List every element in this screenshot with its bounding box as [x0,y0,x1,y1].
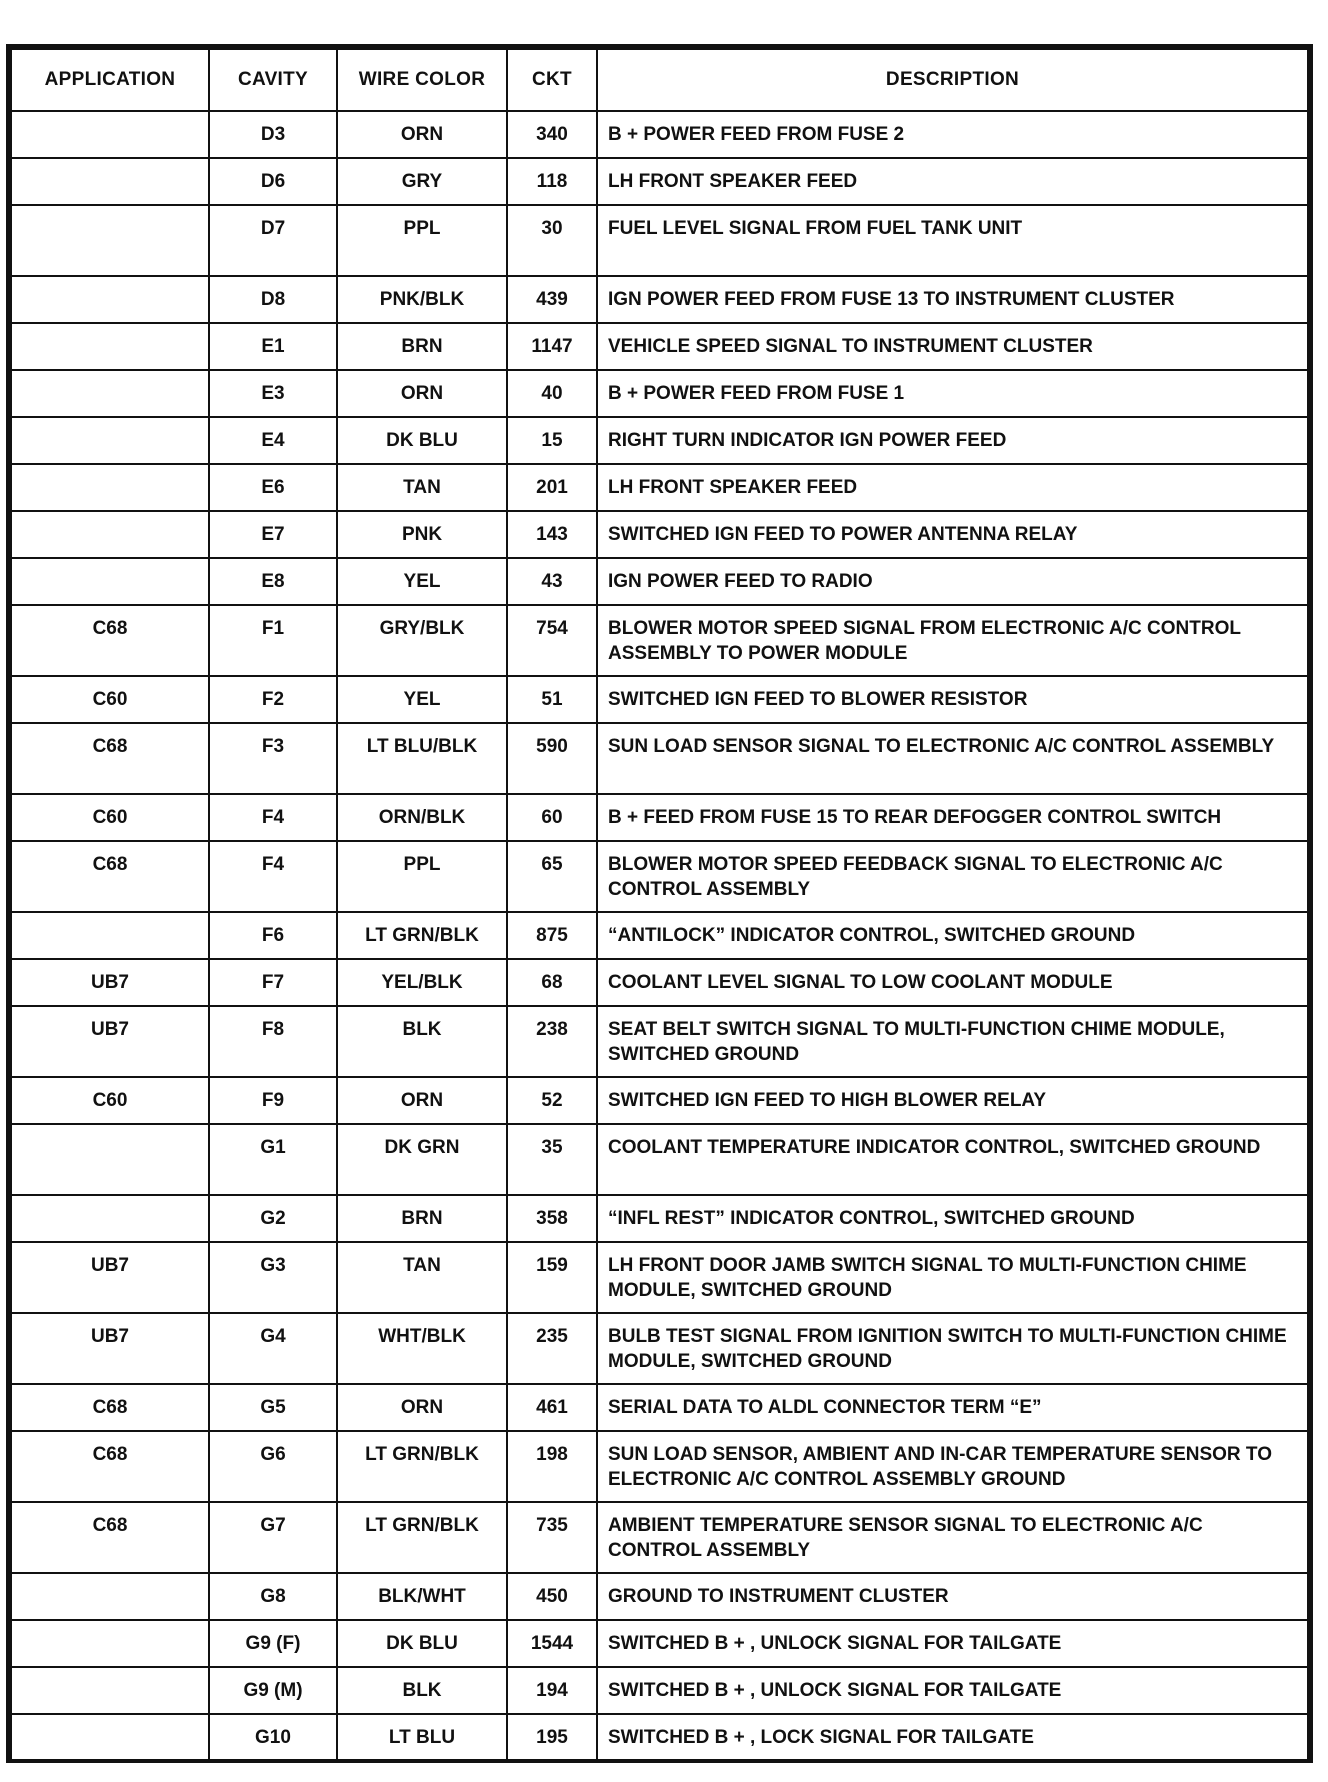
ckt-cell: 194 [507,1667,597,1714]
table-row [11,1620,1308,1667]
cavity-cell: G6 [209,1431,337,1502]
table-row [11,912,1308,959]
ckt-cell: 65 [507,841,597,912]
description-cell: LH FRONT DOOR JAMB SWITCH SIGNAL TO MULTI-FUNCTION CHIME MODULE, SWITCHED GROUND [597,1242,1308,1313]
wire-color-cell: BLK [337,1006,507,1077]
description-cell: SERIAL DATA TO ALDL CONNECTOR TERM “E” [597,1384,1308,1431]
description-cell: B + POWER FEED FROM FUSE 1 [597,370,1308,417]
wire-color-cell: GRY [337,158,507,205]
wire-color-cell: WHT/BLK [337,1313,507,1384]
application-cell [11,205,209,276]
wire-color-cell: YEL/BLK [337,959,507,1006]
application-cell [11,323,209,370]
cavity-cell: F4 [209,841,337,912]
application-cell [11,370,209,417]
ckt-cell: 735 [507,1502,597,1573]
ckt-cell: 43 [507,558,597,605]
description-cell: SWITCHED B + , LOCK SIGNAL FOR TAILGATE [597,1714,1308,1761]
ckt-cell: 40 [507,370,597,417]
ckt-cell: 439 [507,276,597,323]
ckt-cell: 358 [507,1195,597,1242]
description-cell: B + POWER FEED FROM FUSE 2 [597,111,1308,158]
table-row [11,605,1308,676]
cavity-cell: F2 [209,676,337,723]
description-cell: SWITCHED B + , UNLOCK SIGNAL FOR TAILGATE [597,1620,1308,1667]
wire-color-cell: BLK [337,1667,507,1714]
description-cell: FUEL LEVEL SIGNAL FROM FUEL TANK UNIT [597,205,1308,276]
ckt-cell: 1544 [507,1620,597,1667]
wire-color-cell: ORN [337,370,507,417]
description-cell: IGN POWER FEED FROM FUSE 13 TO INSTRUMENT CLUSTER [597,276,1308,323]
description-cell: SUN LOAD SENSOR, AMBIENT AND IN-CAR TEMPERATURE SENSOR TO ELECTRONIC A/C CONTROL ASSEMBLY GROUND [597,1431,1308,1502]
cavity-cell: G8 [209,1573,337,1620]
wire-color-cell: ORN/BLK [337,794,507,841]
header-application: APPLICATION [11,49,209,111]
table-row [11,1124,1308,1195]
application-cell: UB7 [11,959,209,1006]
ckt-cell: 52 [507,1077,597,1124]
wire-color-cell: YEL [337,558,507,605]
cavity-cell: E6 [209,464,337,511]
cavity-cell: D7 [209,205,337,276]
description-cell: BLOWER MOTOR SPEED SIGNAL FROM ELECTRONIC A/C CONTROL ASSEMBLY TO POWER MODULE [597,605,1308,676]
wire-color-cell: PPL [337,205,507,276]
header-description: DESCRIPTION [597,49,1308,111]
table-row [11,511,1308,558]
ckt-cell: 754 [507,605,597,676]
wire-color-cell: LT BLU/BLK [337,723,507,794]
table-row [11,1242,1308,1313]
cavity-cell: F8 [209,1006,337,1077]
wire-color-cell: LT GRN/BLK [337,1431,507,1502]
wire-color-cell: BRN [337,323,507,370]
application-cell [11,276,209,323]
application-cell: C68 [11,1384,209,1431]
wire-color-cell: LT BLU [337,1714,507,1761]
ckt-cell: 195 [507,1714,597,1761]
application-cell: UB7 [11,1313,209,1384]
table-row [11,959,1308,1006]
ckt-cell: 238 [507,1006,597,1077]
table-row [11,370,1308,417]
wire-color-cell: DK GRN [337,1124,507,1195]
description-cell: COOLANT LEVEL SIGNAL TO LOW COOLANT MODULE [597,959,1308,1006]
ckt-cell: 30 [507,205,597,276]
table-row [11,1195,1308,1242]
application-cell: C60 [11,1077,209,1124]
application-cell: C60 [11,794,209,841]
application-cell: C68 [11,1502,209,1573]
table-row [11,1714,1308,1761]
description-cell: SUN LOAD SENSOR SIGNAL TO ELECTRONIC A/C CONTROL ASSEMBLY [597,723,1308,794]
header-row [11,49,1308,111]
application-cell [11,1620,209,1667]
ckt-cell: 51 [507,676,597,723]
application-cell [11,1124,209,1195]
ckt-cell: 35 [507,1124,597,1195]
table-row [11,723,1308,794]
table-row [11,323,1308,370]
table-row [11,1431,1308,1502]
cavity-cell: G7 [209,1502,337,1573]
table-row [11,1667,1308,1714]
description-cell: “INFL REST” INDICATOR CONTROL, SWITCHED GROUND [597,1195,1308,1242]
cavity-cell: F7 [209,959,337,1006]
table-row [11,417,1308,464]
application-cell: UB7 [11,1006,209,1077]
ckt-cell: 68 [507,959,597,1006]
ckt-cell: 461 [507,1384,597,1431]
ckt-cell: 1147 [507,323,597,370]
description-cell: AMBIENT TEMPERATURE SENSOR SIGNAL TO ELECTRONIC A/C CONTROL ASSEMBLY [597,1502,1308,1573]
table-row [11,1313,1308,1384]
cavity-cell: G4 [209,1313,337,1384]
ckt-cell: 15 [507,417,597,464]
cavity-cell: D6 [209,158,337,205]
table-row [11,1006,1308,1077]
description-cell: SEAT BELT SWITCH SIGNAL TO MULTI-FUNCTION CHIME MODULE, SWITCHED GROUND [597,1006,1308,1077]
table-row [11,464,1308,511]
wire-color-cell: BLK/WHT [337,1573,507,1620]
application-cell [11,912,209,959]
table-row [11,276,1308,323]
wire-color-cell: YEL [337,676,507,723]
ckt-cell: 201 [507,464,597,511]
wire-color-cell: LT GRN/BLK [337,912,507,959]
table-row [11,1573,1308,1620]
description-cell: SWITCHED IGN FEED TO POWER ANTENNA RELAY [597,511,1308,558]
description-cell: SWITCHED B + , UNLOCK SIGNAL FOR TAILGATE [597,1667,1308,1714]
header-cavity: CAVITY [209,49,337,111]
cavity-cell: F3 [209,723,337,794]
ckt-cell: 198 [507,1431,597,1502]
cavity-cell: F4 [209,794,337,841]
table-row [11,1077,1308,1124]
ckt-cell: 590 [507,723,597,794]
application-cell: C60 [11,676,209,723]
application-cell [11,1195,209,1242]
table-row [11,1384,1308,1431]
cavity-cell: G2 [209,1195,337,1242]
cavity-cell: E4 [209,417,337,464]
connector-table-frame [6,44,1313,1763]
application-cell: C68 [11,841,209,912]
wire-color-cell: PNK/BLK [337,276,507,323]
cavity-cell: G9 (F) [209,1620,337,1667]
cavity-cell: E7 [209,511,337,558]
cavity-cell: G1 [209,1124,337,1195]
wire-color-cell: ORN [337,1077,507,1124]
application-cell [11,1714,209,1761]
description-cell: RIGHT TURN INDICATOR IGN POWER FEED [597,417,1308,464]
wire-color-cell: BRN [337,1195,507,1242]
table-row [11,158,1308,205]
cavity-cell: D3 [209,111,337,158]
description-cell: COOLANT TEMPERATURE INDICATOR CONTROL, SWITCHED GROUND [597,1124,1308,1195]
cavity-cell: E1 [209,323,337,370]
cavity-cell: E8 [209,558,337,605]
description-cell: “ANTILOCK” INDICATOR CONTROL, SWITCHED GROUND [597,912,1308,959]
description-cell: IGN POWER FEED TO RADIO [597,558,1308,605]
description-cell: GROUND TO INSTRUMENT CLUSTER [597,1573,1308,1620]
ckt-cell: 340 [507,111,597,158]
table-row [11,1502,1308,1573]
connector-pinout-table [10,48,1309,1762]
wire-color-cell: GRY/BLK [337,605,507,676]
ckt-cell: 159 [507,1242,597,1313]
description-cell: BLOWER MOTOR SPEED FEEDBACK SIGNAL TO ELECTRONIC A/C CONTROL ASSEMBLY [597,841,1308,912]
description-cell: VEHICLE SPEED SIGNAL TO INSTRUMENT CLUSTER [597,323,1308,370]
ckt-cell: 450 [507,1573,597,1620]
table-row [11,111,1308,158]
cavity-cell: F9 [209,1077,337,1124]
cavity-cell: G10 [209,1714,337,1761]
table-row [11,558,1308,605]
wire-color-cell: DK BLU [337,1620,507,1667]
cavity-cell: E3 [209,370,337,417]
cavity-cell: G9 (M) [209,1667,337,1714]
table-row [11,205,1308,276]
table-row [11,794,1308,841]
application-cell: C68 [11,605,209,676]
table-row [11,841,1308,912]
application-cell [11,111,209,158]
application-cell [11,1667,209,1714]
wire-color-cell: TAN [337,464,507,511]
cavity-cell: G3 [209,1242,337,1313]
description-cell: BULB TEST SIGNAL FROM IGNITION SWITCH TO MULTI-FUNCTION CHIME MODULE, SWITCHED GROUND [597,1313,1308,1384]
description-cell: LH FRONT SPEAKER FEED [597,464,1308,511]
application-cell: C68 [11,723,209,794]
application-cell [11,158,209,205]
application-cell: UB7 [11,1242,209,1313]
wire-color-cell: LT GRN/BLK [337,1502,507,1573]
ckt-cell: 235 [507,1313,597,1384]
wire-color-cell: TAN [337,1242,507,1313]
table-row [11,676,1308,723]
wire-color-cell: DK BLU [337,417,507,464]
ckt-cell: 875 [507,912,597,959]
wire-color-cell: PNK [337,511,507,558]
wire-color-cell: ORN [337,1384,507,1431]
wire-color-cell: PPL [337,841,507,912]
cavity-cell: G5 [209,1384,337,1431]
cavity-cell: F1 [209,605,337,676]
description-cell: SWITCHED IGN FEED TO BLOWER RESISTOR [597,676,1308,723]
ckt-cell: 143 [507,511,597,558]
ckt-cell: 118 [507,158,597,205]
description-cell: B + FEED FROM FUSE 15 TO REAR DEFOGGER CONTROL SWITCH [597,794,1308,841]
description-cell: LH FRONT SPEAKER FEED [597,158,1308,205]
description-cell: SWITCHED IGN FEED TO HIGH BLOWER RELAY [597,1077,1308,1124]
application-cell [11,464,209,511]
application-cell: C68 [11,1431,209,1502]
application-cell [11,1573,209,1620]
application-cell [11,417,209,464]
cavity-cell: F6 [209,912,337,959]
application-cell [11,511,209,558]
header-wire-color: WIRE COLOR [337,49,507,111]
ckt-cell: 60 [507,794,597,841]
cavity-cell: D8 [209,276,337,323]
header-ckt: CKT [507,49,597,111]
application-cell [11,558,209,605]
wire-color-cell: ORN [337,111,507,158]
